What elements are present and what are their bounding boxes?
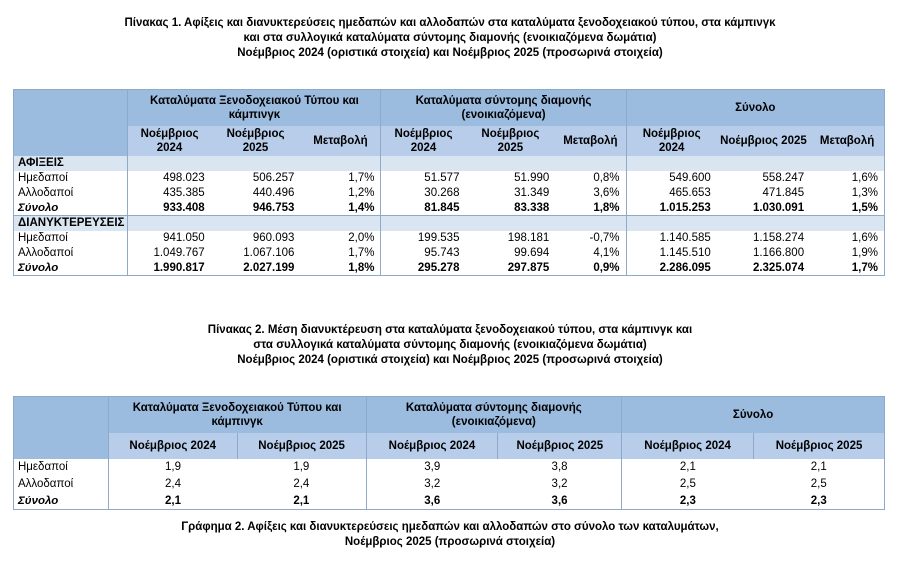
table-cell: 465.653 — [626, 186, 717, 201]
table-row — [14, 171, 885, 186]
table1-section-cell — [555, 216, 626, 231]
table1-section-label: ΑΦΙΞΕΙΣ — [14, 156, 128, 171]
table-cell: 558.247 — [762, 172, 805, 184]
row-label: Ημεδαποί — [18, 172, 68, 184]
table-cell: 2,1 — [622, 459, 754, 476]
table2-title-line: Νοέμβριος 2024 (οριστικά στοιχεία) και Νοέμβριος 2025 (προσωρινά στοιχεία) — [237, 354, 663, 366]
chart-caption-line: Νοέμβριος 2025 (προσωρινά στοιχεία) — [344, 536, 556, 548]
table-cell: 960.093 — [252, 232, 295, 244]
table1-section-label: ΔΙΑΝΥΚΤΕΡΕΥΣΕΙΣ — [14, 216, 128, 231]
table-cell: 549.600 — [626, 171, 717, 186]
row-label: Αλλοδαποί — [18, 478, 74, 490]
table-cell: 440.496 — [252, 187, 295, 199]
table-cell: 506.257 — [252, 172, 295, 184]
table-cell: 1.990.817 — [128, 261, 211, 276]
table-cell: 199.535 — [381, 231, 466, 246]
table1-section-cell — [128, 216, 211, 231]
table-row — [14, 476, 885, 493]
table-cell: 2,1 — [810, 461, 827, 473]
table-row — [14, 246, 885, 261]
table1-section-cell — [717, 156, 810, 171]
table-cell: 1,7% — [851, 261, 878, 274]
table-cell: 1.030.091 — [752, 201, 805, 214]
table-cell: 435.385 — [128, 186, 211, 201]
table1-section-cell — [465, 216, 555, 231]
table1-subheader: Μεταβολή — [810, 126, 884, 156]
table-cell: 1,4% — [348, 201, 375, 214]
table1-section-cell — [465, 156, 555, 171]
table1-section-cell — [300, 156, 381, 171]
table-row — [14, 186, 885, 201]
table-cell: 1,3% — [851, 187, 878, 199]
table-cell: -0,7% — [589, 232, 620, 244]
table-cell: 1.166.800 — [752, 247, 805, 259]
table2-title-line: στα συλλογικά καταλύματα σύντομης διαμονής (ενοικιαζόμενα δωμάτια) — [253, 339, 647, 351]
table1-subheader: Νοέμβριος 2024 — [626, 126, 717, 156]
table2-subheader: Νοέμβριος 2025 — [498, 433, 622, 459]
table-cell: 1,6% — [851, 172, 878, 184]
table2-group-header: Καταλύματα Ξενοδοχειακού Τύπου και κάμπινγκ — [108, 397, 366, 433]
table2-subheader: Νοέμβριος 2024 — [366, 433, 498, 459]
table1-title — [0, 16, 900, 61]
table1-subheader: Μεταβολή — [555, 126, 626, 156]
table-cell: 3,2 — [366, 476, 498, 493]
table1-title-line: Νοέμβριος 2024 (οριστικά στοιχεία) και Νοέμβριος 2025 (προσωρινά στοιχεία) — [237, 47, 663, 59]
table-cell: 2,4 — [293, 478, 310, 490]
table1-section-cell — [211, 156, 301, 171]
table-cell: 4,1% — [593, 247, 620, 259]
table-cell: 1,5% — [851, 201, 878, 214]
table1-title-line: Πίνακας 1. Αφίξεις και διανυκτερεύσεις ημεδαπών και αλλοδαπών στα καταλύματα ξενοδοχειακού τύπου, στα κάμπινγκ — [124, 17, 776, 29]
table2-title-line: Πίνακας 2. Μέση διανυκτέρευση στα καταλύματα ξενοδοχειακού τύπου, στα κάμπινγκ και — [207, 324, 693, 336]
table-cell: 1,8% — [348, 261, 375, 274]
table-cell: 1,6% — [851, 232, 878, 244]
table1-subheader: Νοέμβριος 2025 — [465, 126, 555, 156]
table1-section-cell — [381, 156, 466, 171]
table-cell: 2,1 — [108, 493, 237, 510]
table-cell: 933.408 — [128, 201, 211, 216]
table-cell: 297.875 — [507, 261, 550, 274]
table-cell: 1,2% — [348, 187, 375, 199]
table-cell: 3,6 — [366, 493, 498, 510]
table-cell: 941.050 — [128, 231, 211, 246]
table1-section-cell — [810, 216, 884, 231]
table-cell: 1.049.767 — [128, 246, 211, 261]
table-cell: 1,7% — [348, 172, 375, 184]
table-row — [14, 201, 885, 216]
table-cell: 198.181 — [507, 232, 550, 244]
table-cell: 1,9 — [108, 459, 237, 476]
row-label: Αλλοδαποί — [18, 187, 74, 199]
row-label: Σύνολο — [18, 201, 59, 214]
table-cell: 0,9% — [593, 261, 620, 274]
table-cell: 946.753 — [252, 201, 295, 214]
table-cell: 3,6% — [593, 187, 620, 199]
table-cell: 1,9 — [293, 461, 310, 473]
table1-section-cell — [381, 216, 466, 231]
table2-subheader: Νοέμβριος 2025 — [754, 433, 885, 459]
table1-section-cell — [626, 156, 717, 171]
row-label: Σύνολο — [18, 261, 59, 274]
table1-subheader: Νοέμβριος 2025 — [717, 126, 810, 156]
table1-subheader: Μεταβολή — [300, 126, 381, 156]
table-cell: 2.027.199 — [243, 261, 295, 274]
table-cell: 0,8% — [593, 172, 620, 184]
table1-section-cell — [128, 156, 211, 171]
chart-caption-line: Γράφημα 2. Αφίξεις και διανυκτερεύσεις ημεδαπών και αλλοδαπών στο σύνολο των καταλυμάτων, — [181, 521, 719, 533]
table-cell: 2.286.095 — [626, 261, 717, 276]
table2-corner — [14, 397, 109, 459]
table-cell: 51.990 — [514, 172, 550, 184]
table-cell: 3,9 — [366, 459, 498, 476]
table1-group-header: Καταλύματα σύντομης διαμονής (ενοικιαζόμενα) — [381, 90, 626, 126]
table1-section-cell — [626, 216, 717, 231]
table-cell: 3,6 — [551, 494, 568, 507]
table-cell: 81.845 — [381, 201, 466, 216]
table-cell: 1.158.274 — [752, 232, 805, 244]
table1-section-cell — [555, 156, 626, 171]
table-cell: 1,8% — [593, 201, 620, 214]
table-cell: 95.743 — [381, 246, 466, 261]
table2-subheader: Νοέμβριος 2024 — [108, 433, 237, 459]
table1-group-header: Σύνολο — [626, 90, 884, 126]
table-cell: 471.845 — [762, 187, 805, 199]
table-cell: 2.325.074 — [752, 261, 805, 274]
table-cell: 2,4 — [108, 476, 237, 493]
table-row — [14, 231, 885, 246]
table1-group-header: Καταλύματα Ξενοδοχειακού Τύπου και κάμπινγκ — [128, 90, 381, 126]
table-cell: 30.268 — [381, 186, 466, 201]
table-cell: 31.349 — [514, 187, 550, 199]
table-cell: 2,5 — [810, 478, 827, 490]
table-cell: 3,8 — [551, 461, 568, 473]
table1-section-cell — [300, 216, 381, 231]
table-cell: 1,7% — [348, 247, 375, 259]
table1-title-line: και στα συλλογικά καταλύματα σύντομης διαμονής (ενοικιαζόμενα δωμάτια) — [243, 32, 657, 44]
table-cell: 498.023 — [128, 171, 211, 186]
row-label: Σύνολο — [18, 494, 59, 507]
row-label: Αλλοδαποί — [18, 247, 74, 259]
table1-section-cell — [211, 216, 301, 231]
table-cell: 3,2 — [551, 478, 568, 490]
table1-section-row — [14, 216, 885, 231]
table1-subheader: Νοέμβριος 2024 — [128, 126, 211, 156]
table-cell: 1.140.585 — [626, 231, 717, 246]
table-cell: 2,5 — [622, 476, 754, 493]
table-cell: 2,3 — [810, 494, 827, 507]
table-cell: 1,9% — [851, 247, 878, 259]
row-label: Ημεδαποί — [18, 461, 68, 473]
table1 — [13, 89, 885, 276]
table-row — [14, 459, 885, 476]
table-row — [14, 493, 885, 510]
table-cell: 1.145.510 — [626, 246, 717, 261]
table2 — [13, 396, 885, 510]
table-row — [14, 261, 885, 276]
table-cell: 1.015.253 — [626, 201, 717, 216]
row-label: Ημεδαποί — [18, 232, 68, 244]
table-cell: 1.067.106 — [243, 247, 295, 259]
table-cell: 2,1 — [293, 494, 310, 507]
table2-group-header: Σύνολο — [622, 397, 885, 433]
table1-section-cell — [717, 216, 810, 231]
table1-subheader: Νοέμβριος 2024 — [381, 126, 466, 156]
table-cell: 2,3 — [622, 493, 754, 510]
table-cell: 83.338 — [514, 201, 550, 214]
table-cell: 51.577 — [381, 171, 466, 186]
table-cell: 99.694 — [514, 247, 550, 259]
table2-title — [0, 323, 900, 368]
table1-subheader: Νοέμβριος 2025 — [211, 126, 301, 156]
table2-subheader: Νοέμβριος 2024 — [622, 433, 754, 459]
table-cell: 2,0% — [348, 232, 375, 244]
table1-section-row — [14, 156, 885, 171]
chart-caption — [0, 520, 900, 550]
table2-subheader: Νοέμβριος 2025 — [237, 433, 366, 459]
table1-section-cell — [810, 156, 884, 171]
table1-corner — [14, 90, 128, 156]
table-cell: 295.278 — [381, 261, 466, 276]
table2-group-header: Καταλύματα σύντομης διαμονής (ενοικιαζόμενα) — [366, 397, 622, 433]
